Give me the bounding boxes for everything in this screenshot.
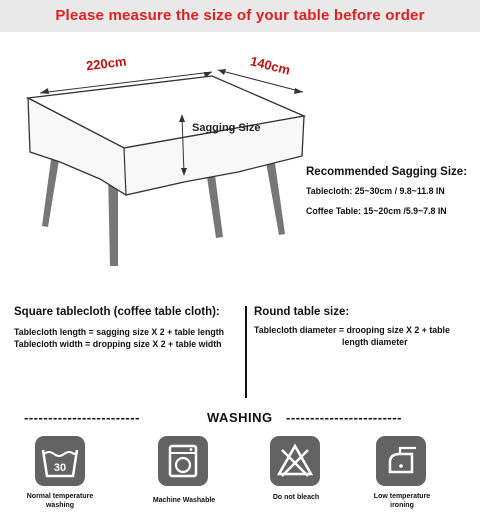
recommended-title: Recommended Sagging Size: — [306, 166, 468, 178]
width-label: 140cm — [248, 53, 292, 78]
round-formula-line2: length diameter — [342, 337, 408, 347]
length-label: 220cm — [85, 53, 128, 74]
washing-machine-icon — [158, 436, 208, 486]
washing-dashes-right: ------------------------ — [286, 410, 402, 425]
washing-dashes-left: ------------------------ — [24, 410, 140, 425]
table-diagram — [0, 32, 480, 292]
square-formula-length: Tablecloth length = sagging size X 2 + table length — [14, 327, 225, 337]
wash-label: Normal temperature washing — [26, 493, 94, 509]
round-formula-line1: Tablecloth diameter = drooping size X 2 + table — [254, 325, 450, 335]
machine-washable-label: Machine Washable — [152, 497, 216, 504]
round-title: Round table size: — [254, 306, 350, 318]
no-bleach-icon — [270, 436, 320, 486]
washing-title: WASHING — [207, 410, 273, 425]
low-iron-label: Low temperature ironing — [373, 493, 431, 509]
no-bleach-label: Do not bleach — [272, 494, 320, 501]
recommended-tablecloth: Tablecloth: 25~30cm / 9.8~11.8 IN — [306, 186, 445, 196]
banner-title: Please measure the size of your table before order — [55, 7, 425, 24]
section-divider — [245, 306, 247, 398]
wash-temp-number: 30 — [53, 462, 67, 474]
low-iron-icon — [376, 436, 426, 486]
sagging-size-label: Sagging Size — [192, 122, 261, 134]
wash-30-icon — [35, 436, 85, 486]
square-formula-width: Tablecloth width = dropping size X 2 + table width — [14, 339, 222, 349]
square-title: Square tablecloth (coffee table cloth): — [14, 306, 220, 318]
recommended-coffee-table: Coffee Table: 15~20cm /5.9~7.8 IN — [306, 206, 447, 216]
